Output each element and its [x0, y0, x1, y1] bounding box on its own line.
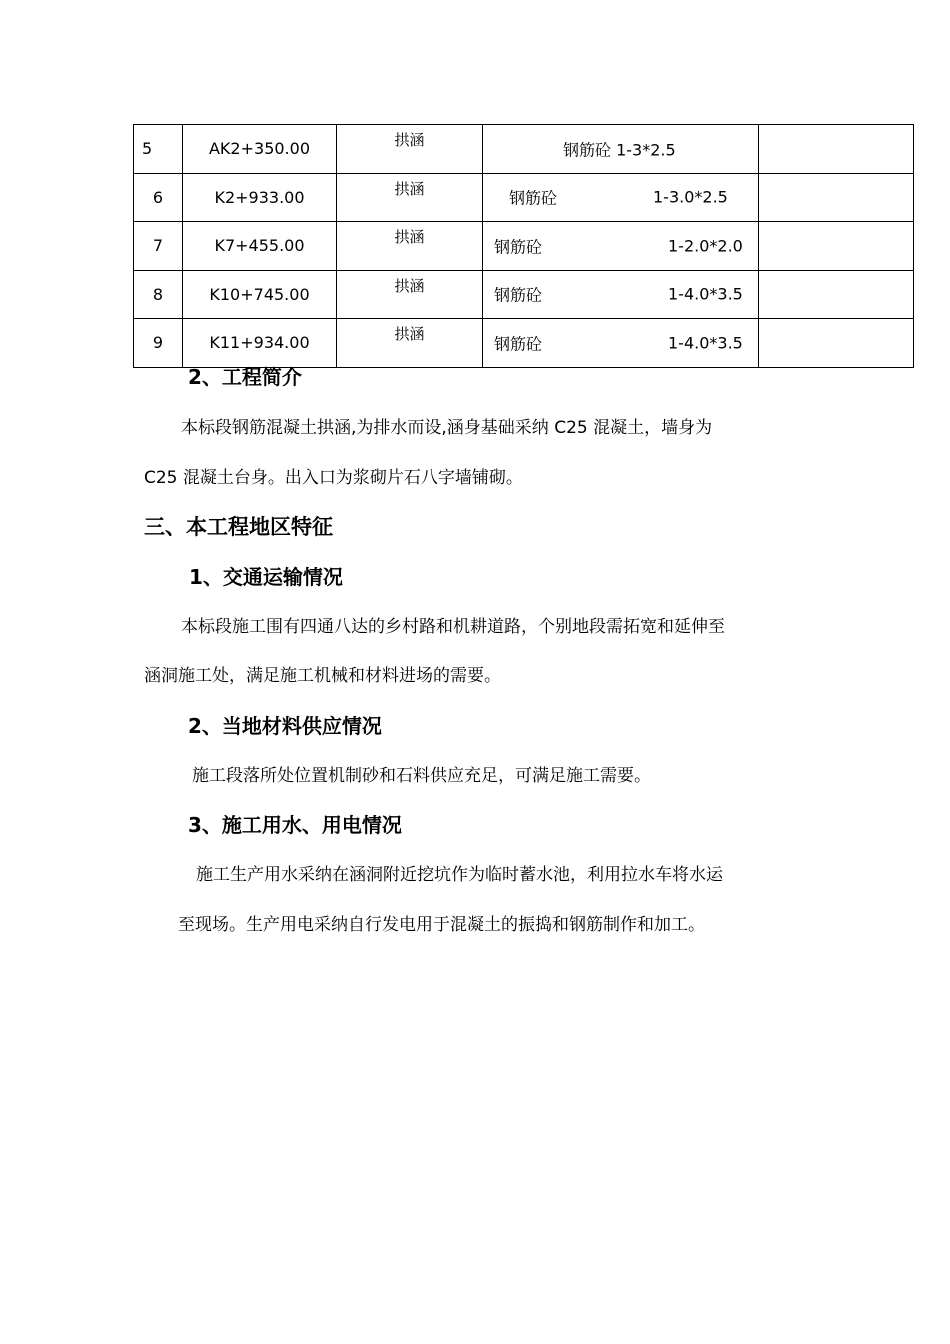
table-row — [134, 222, 914, 271]
transport-paragraph-line2: 涵洞施工处，满足施工机械和材料进场的需要。 — [144, 666, 501, 686]
section-heading-materials: 2、当地材料供应情况 — [188, 714, 382, 738]
transport-paragraph-line1: 本标段施工围有四通八达的乡村路和机耕道路，个别地段需拓宽和延伸至 — [181, 617, 725, 637]
stake-number: AK2+350.00 — [183, 125, 337, 174]
culvert-type: 拱涵 — [337, 270, 483, 319]
row-number: 8 — [134, 270, 183, 319]
materials-paragraph: 施工段落所处位置机制砂和石料供应充足，可满足施工需要。 — [192, 766, 651, 786]
row-number: 5 — [134, 125, 183, 174]
stake-number: K10+745.00 — [183, 270, 337, 319]
structure-cell — [483, 125, 759, 174]
culvert-table — [133, 124, 914, 368]
culvert-type: 拱涵 — [337, 222, 483, 271]
structure-text: 钢筋砼 1-3*2.5 — [563, 140, 676, 160]
water-power-paragraph-line1: 施工生产用水采纳在涵洞附近挖坑作为临时蓄水池，利用拉水车将水运 — [196, 865, 723, 885]
structure-size: 1-4.0*3.5 — [668, 333, 743, 353]
section-heading-water-power: 3、施工用水、用电情况 — [188, 813, 402, 837]
remark-cell — [759, 125, 914, 174]
culvert-type: 拱涵 — [337, 319, 483, 368]
row-number: 9 — [134, 319, 183, 368]
section-heading-overview: 2、工程简介 — [188, 365, 302, 389]
structure-size: 1-3.0*2.5 — [653, 187, 728, 207]
table-row — [134, 270, 914, 319]
overview-paragraph-line1: 本标段钢筋混凝土拱涵,为排水而设,涵身基础采纳 C25 混凝土，墙身为 — [181, 418, 713, 438]
culvert-type: 拱涵 — [337, 173, 483, 222]
table-row — [134, 173, 914, 222]
structure-cell — [483, 319, 759, 368]
structure-material: 钢筋砼 — [509, 188, 558, 208]
remark-cell — [759, 270, 914, 319]
section-heading-transport: 1、交通运输情况 — [189, 565, 343, 589]
culvert-type: 拱涵 — [337, 125, 483, 174]
row-number: 6 — [134, 173, 183, 222]
structure-cell — [483, 173, 759, 222]
chapter-heading: 三、本工程地区特征 — [144, 515, 333, 539]
structure-size: 1-4.0*3.5 — [668, 284, 743, 304]
water-power-paragraph-line2: 至现场。生产用电采纳自行发电用于混凝土的振捣和钢筋制作和加工。 — [178, 915, 705, 935]
structure-cell — [483, 222, 759, 271]
row-number: 7 — [134, 222, 183, 271]
table-row — [134, 125, 914, 174]
remark-cell — [759, 222, 914, 271]
remark-cell — [759, 319, 914, 368]
structure-material: 钢筋砼 — [494, 334, 543, 354]
stake-number: K2+933.00 — [183, 173, 337, 222]
structure-size: 1-2.0*2.0 — [668, 236, 743, 256]
stake-number: K11+934.00 — [183, 319, 337, 368]
structure-material: 钢筋砼 — [494, 237, 543, 257]
overview-paragraph-line2: C25 混凝土台身。出入口为浆砌片石八字墙铺砌。 — [144, 468, 523, 488]
structure-material: 钢筋砼 — [494, 285, 543, 305]
structure-cell — [483, 270, 759, 319]
table-row — [134, 319, 914, 368]
stake-number: K7+455.00 — [183, 222, 337, 271]
remark-cell — [759, 173, 914, 222]
